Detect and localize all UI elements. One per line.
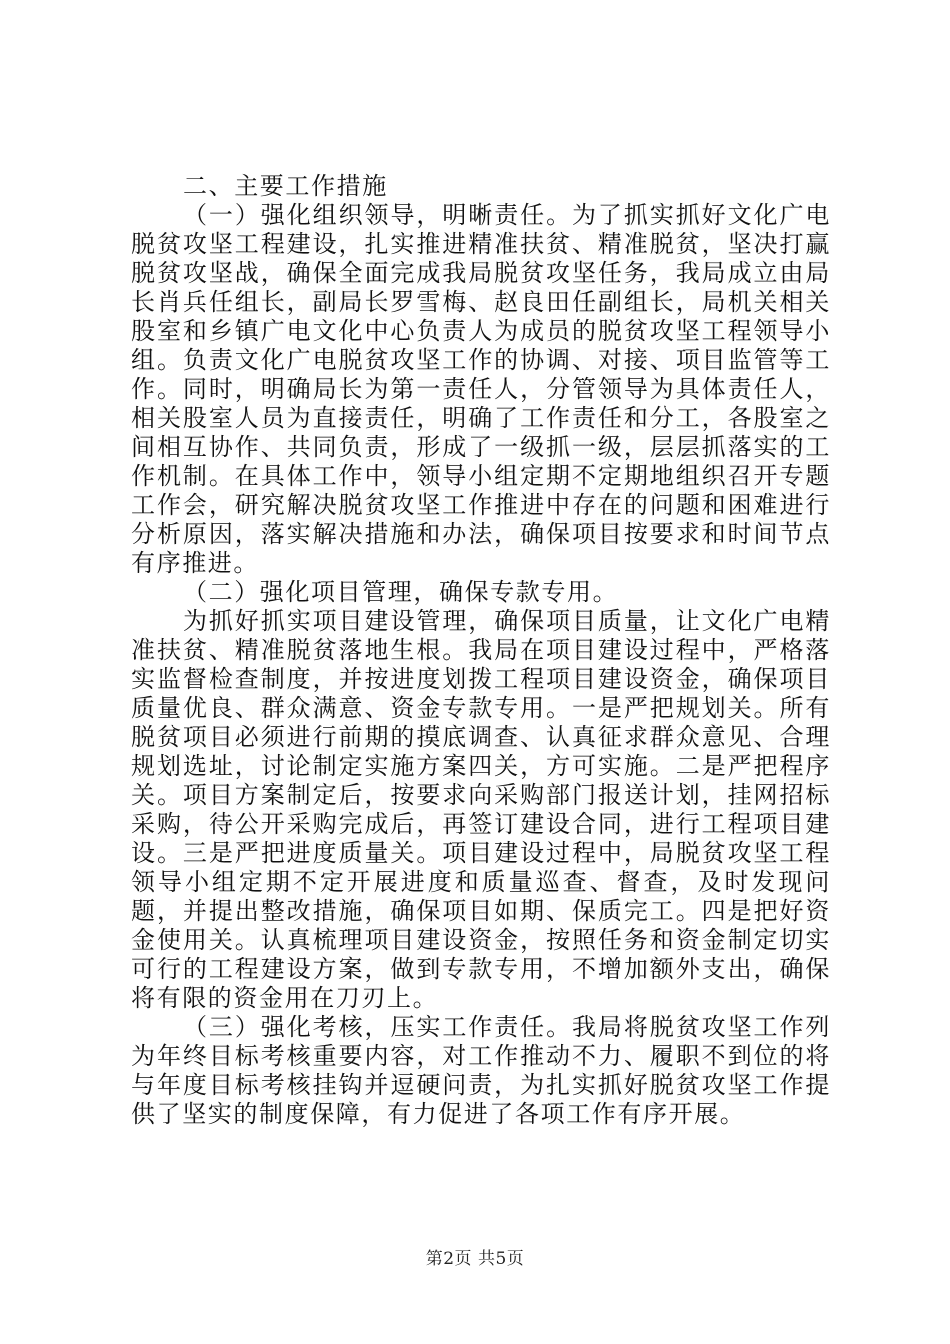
paragraph-project-management-heading: （二）强化项目管理，确保专款专用。 — [183, 578, 619, 606]
paragraph-project-management-body: 为抓好抓实项目建设管理，确保项目质量，让文化广电精准扶贫、精准脱贫落地生根。我局在项目建设过程中，严格落实监督检查制度，并按进度划拨工程项目建设资金，确保项目质量优良、群众满意、资金专款专用。一是严把规划关。所有脱贫项目必须进行前期的摸底调查、认真征求群众意见、合理规划选址，讨论制定实施方案四关，方可实施。二是严把程序关。项目方案制定后，按要求向采购部门报送计划，挂网招标采购，待公开采购完成后，再签订建设合同，进行工程项目建设。三是严把进度质量关。项目建设过程中，局脱贫攻坚工程领导小组定期不定开展进度和质量巡查、督查，及时发现问题，并提出整改措施，确保项目如期、保质完工。四是把好资金使用关。认真梳理项目建设资金，按照任务和资金制定切实可行的工程建设方案，做到专款专用，不增加额外支出，确保将有限的资金用在刀刃上。 — [131, 607, 831, 1012]
page-number-footer: 第2页 共5页 — [425, 1249, 525, 1269]
paragraph-assessment: （三）强化考核，压实工作责任。我局将脱贫攻坚工作列为年终目标考核重要内容，对工作推动不力、履职不到位的将与年度目标考核挂钩并逗硬问责，为扎实抓好脱贫攻坚工作提供了坚实的制度保障，有力促进了各项工作有序开展。 — [131, 1013, 831, 1128]
paragraph-organization-leadership: （一）强化组织领导，明晰责任。为了抓实抓好文化广电脱贫攻坚工程建设，扎实推进精准扶贫、精准脱贫，坚决打赢脱贫攻坚战，确保全面完成我局脱贫攻坚任务，我局成立由局长肖兵任组长，副局长罗雪梅、赵良田任副组长，局机关相关股室和乡镇广电文化中心负责人为成员的脱贫攻坚工程领导小组。负责文化广电脱贫攻坚工作的协调、对接、项目监管等工作。同时，明确局长为第一责任人，分管领导为具体责任人，相关股室人员为直接责任，明确了工作责任和分工，各股室之间相互协作、共同负责，形成了一级抓一级，层层抓落实的工作机制。在具体工作中，领导小组定期不定期地组织召开专题工作会，研究解决脱贫攻坚工作推进中存在的问题和困难进行分析原因，落实解决措施和办法，确保项目按要求和时间节点有序推进。 — [131, 201, 831, 577]
section-heading: 二、主要工作措施 — [183, 172, 388, 200]
document-body — [131, 172, 831, 1129]
